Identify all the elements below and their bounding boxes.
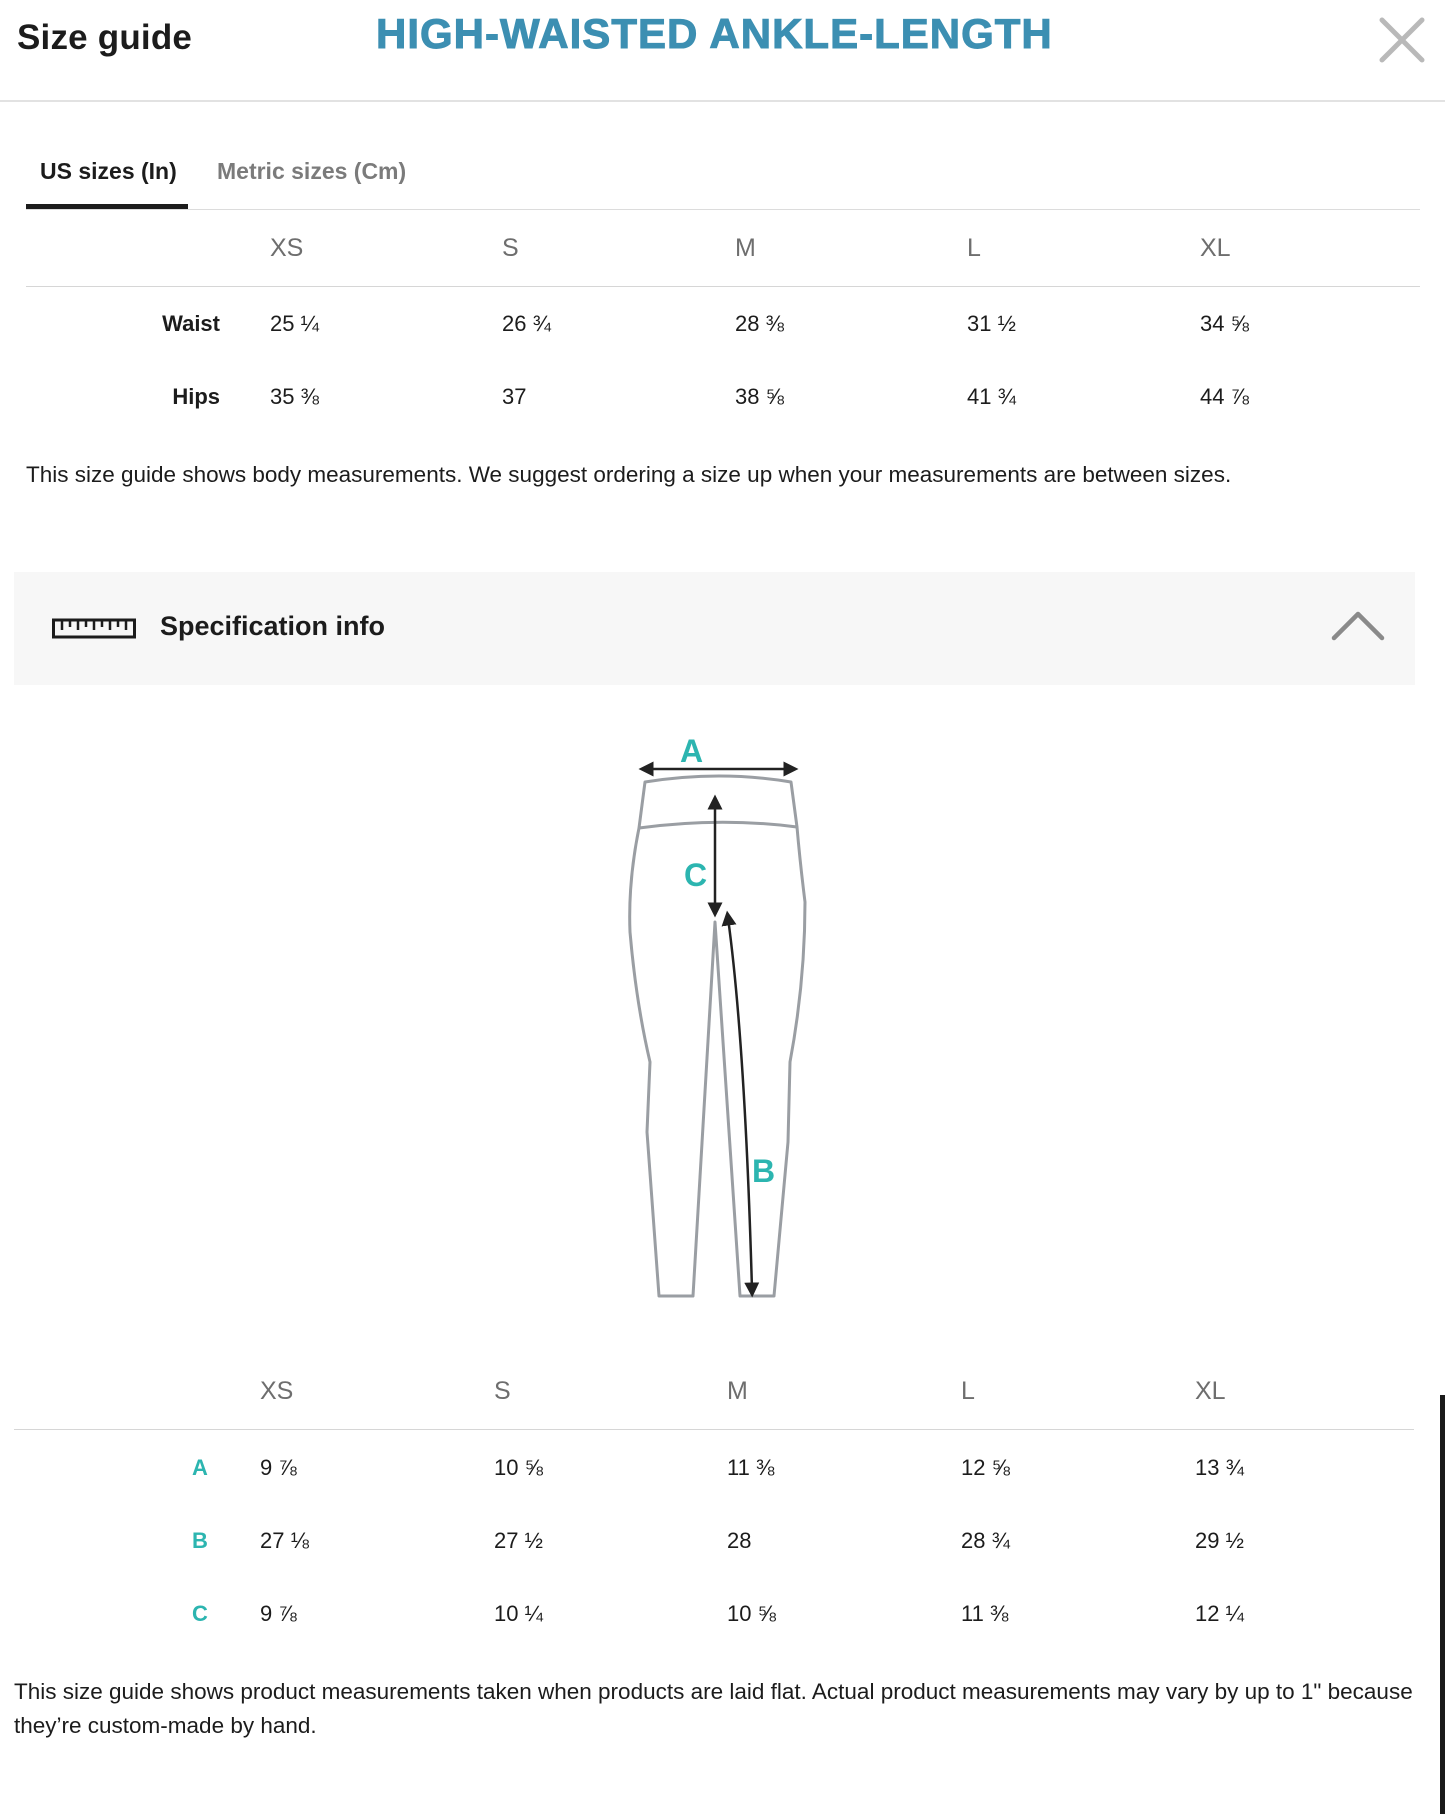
table-cell: 28 ⅜ — [735, 311, 784, 336]
row-label-hips: Hips — [172, 384, 220, 409]
table-cell: 41 ¾ — [967, 384, 1016, 409]
table-cell: 37 — [502, 384, 527, 409]
leggings-outline — [630, 776, 805, 1296]
table-cell: 9 ⅞ — [260, 1455, 297, 1480]
row-label-c: C — [192, 1601, 208, 1626]
col-header-xs: XS — [260, 1377, 294, 1405]
table-divider — [14, 1429, 1414, 1430]
table-cell: 34 ⅝ — [1200, 311, 1249, 336]
table-cell: 12 ¼ — [1195, 1601, 1244, 1626]
col-header-xs: XS — [270, 234, 304, 262]
table-cell: 10 ⅝ — [494, 1455, 543, 1480]
table-cell: 10 ⅝ — [727, 1601, 776, 1626]
table-cell: 29 ½ — [1195, 1528, 1244, 1553]
col-header-m: M — [727, 1377, 748, 1405]
col-header-xl: XL — [1195, 1377, 1226, 1405]
table-cell: 26 ¾ — [502, 311, 551, 336]
table-divider — [26, 286, 1420, 287]
ruler-icon — [52, 617, 136, 641]
col-header-s: S — [502, 234, 519, 262]
product-measurements-note: This size guide shows product measurements taken when products are laid flat. Actual product measurements may vary by up to 1" because they’re custom-made by hand. — [14, 1679, 1413, 1738]
col-header-xl: XL — [1200, 234, 1231, 262]
page-title: Size guide — [17, 18, 193, 57]
col-header-m: M — [735, 234, 756, 262]
table-cell: 9 ⅞ — [260, 1601, 297, 1626]
table-cell: 27 ½ — [494, 1528, 543, 1553]
chevron-up-icon[interactable] — [1330, 606, 1386, 646]
table-cell: 13 ¾ — [1195, 1455, 1244, 1480]
col-header-l: L — [961, 1377, 975, 1405]
col-header-l: L — [967, 234, 981, 262]
tabs-divider — [26, 209, 1420, 210]
leggings-diagram — [600, 722, 840, 1302]
close-button[interactable] — [1376, 14, 1428, 66]
scrollbar-thumb[interactable] — [1440, 1395, 1445, 1814]
product-name: HIGH-WAISTED ANKLE-LENGTH — [376, 10, 1053, 57]
tab-us-sizes[interactable]: US sizes (In) — [40, 158, 177, 184]
table-cell: 25 ¼ — [270, 311, 319, 336]
spec-info-label: Specification info — [160, 611, 386, 641]
diagram-label-a: A — [680, 733, 704, 769]
col-header-s: S — [494, 1377, 511, 1405]
table-cell: 27 ⅛ — [260, 1528, 309, 1553]
row-label-a: A — [192, 1455, 208, 1480]
table-cell: 12 ⅝ — [961, 1455, 1010, 1480]
table-cell: 38 ⅝ — [735, 384, 784, 409]
diagram-label-c: C — [684, 857, 708, 893]
table-cell: 28 ¾ — [961, 1528, 1010, 1553]
table-cell: 11 ⅜ — [961, 1601, 1009, 1626]
body-measurements-note: This size guide shows body measurements. We suggest ordering a size up when your measurements are between sizes. — [26, 462, 1232, 487]
tab-metric-sizes[interactable]: Metric sizes (Cm) — [217, 158, 407, 184]
close-icon — [1376, 14, 1428, 66]
table-cell: 31 ½ — [967, 311, 1016, 336]
header-divider — [0, 100, 1445, 102]
diagram-label-b: B — [752, 1153, 776, 1189]
table-cell: 44 ⅞ — [1200, 384, 1249, 409]
table-cell: 35 ⅜ — [270, 384, 319, 409]
table-cell: 28 — [727, 1528, 752, 1553]
row-label-b: B — [192, 1528, 208, 1553]
table-cell: 11 ⅜ — [727, 1455, 775, 1480]
table-cell: 10 ¼ — [494, 1601, 543, 1626]
row-label-waist: Waist — [162, 311, 220, 336]
